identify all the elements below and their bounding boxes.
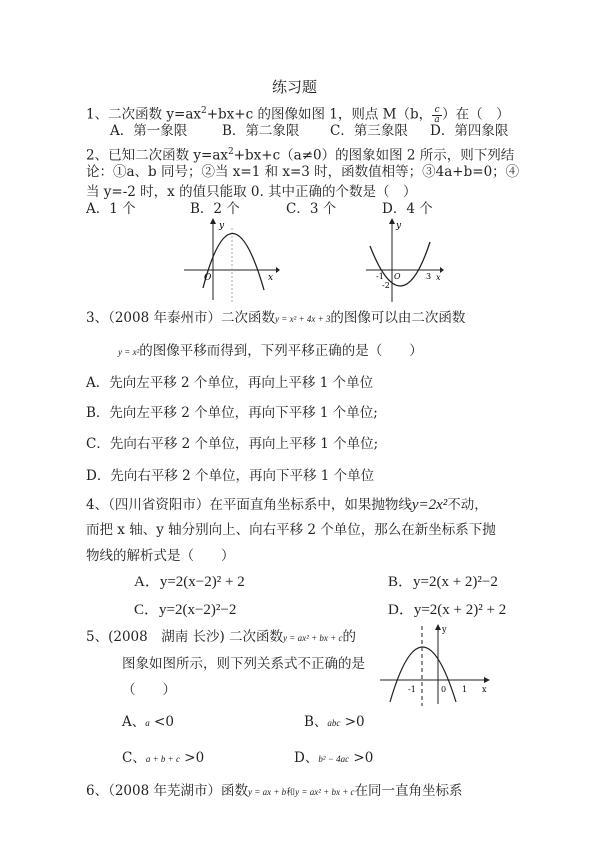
q1-option-c: C．第三象限 bbox=[330, 123, 408, 139]
fig3-x-label: x bbox=[482, 685, 487, 694]
page-title: 练习题 bbox=[272, 78, 318, 96]
q5-option-b: B、abc >0 bbox=[304, 714, 365, 730]
q5-line1: 5、(2008 湖南 长沙) 二次函数y = ax² + bx + c的 bbox=[86, 629, 356, 645]
fig2-x-label: x bbox=[436, 273, 441, 282]
q2-option-d: D．4 个 bbox=[382, 201, 433, 217]
q3-option-d: D．先向右平移 2 个单位，再向下平移 1 个单位 bbox=[86, 468, 375, 484]
q6-line: 6、（2008 年芜湖市）函数y = ax + b和y = ax² + bx + c在同一直角坐标系 bbox=[86, 783, 463, 799]
q5-option-c: C、a + b + c >0 bbox=[122, 750, 205, 766]
q3-formula2: y = x² bbox=[118, 347, 140, 357]
q5-line2: 图象如图所示，则下列关系式不正确的是 bbox=[122, 656, 365, 672]
fig2-3-label: 3 bbox=[426, 272, 432, 281]
q2-option-b: B．2 个 bbox=[190, 201, 240, 217]
q2-option-c: C．3 个 bbox=[286, 201, 337, 217]
q4-option-d: D．y=2(x + 2)² + 2 bbox=[388, 602, 507, 618]
fig2-y-label: y bbox=[396, 221, 402, 231]
fig3-origin-label: 0 bbox=[441, 685, 447, 694]
q4-option-b: B．y=2(x + 2)²−2 bbox=[388, 574, 498, 590]
q1-option-d: D．第四象限 bbox=[430, 123, 509, 139]
q5-line3: （ ） bbox=[122, 682, 176, 698]
q1-frac-num: c bbox=[432, 106, 442, 116]
q4-option-a: A．y=2(x−2)² + 2 bbox=[134, 574, 245, 590]
q2-line3: 当 y=-2 时，x 的值只能取 0. 其中正确的个数是（ ） bbox=[86, 184, 417, 200]
q4-formula: y=2x² bbox=[411, 497, 448, 513]
figure-2-graph bbox=[362, 218, 446, 302]
q4-line2: 而把 x 轴、y 轴分别向上、向右平移 2 个单位，那么在新坐标系下抛 bbox=[86, 522, 496, 538]
fig2-minus2-label: -2 bbox=[382, 281, 390, 290]
q3-option-a: A．先向左平移 2 个单位，再向上平移 1 个单位 bbox=[86, 375, 374, 391]
q3-line2: y = x²的图像平移而得到，下列平移正确的是（ ） bbox=[118, 343, 423, 359]
figure-q5-graph bbox=[378, 622, 494, 706]
q4-option-c: C．y=2(x−2)²−2 bbox=[134, 602, 237, 618]
q5-option-d: D、b² − 4ac >0 bbox=[294, 750, 374, 766]
q2-line2: 论：①a、b 同号；②当 x=1 和 x=3 时，函数值相等；③4a+b=0；④ bbox=[86, 164, 520, 180]
fig2-minus1-label: -1 bbox=[376, 272, 384, 281]
figure-1-graph bbox=[180, 218, 280, 302]
fig1-x-label: x bbox=[268, 273, 274, 283]
fig1-y-label: y bbox=[219, 221, 225, 231]
fig3-y-label: y bbox=[442, 625, 447, 634]
q1-option-b: B．第二象限 bbox=[222, 123, 300, 139]
q2-line1: 2、已知二次函数 $y=ax^2+bx+c(a\ne 0)$的图象如图 2 所示，则下列结 bbox=[86, 147, 515, 164]
q5-option-a: A、a <0 bbox=[122, 714, 174, 730]
q3-line1: 3、（2008 年泰州市）二次函数y = x² + 4x + 3的图像可以由二次函数 bbox=[86, 310, 466, 326]
q4-line3: 物线的解析式是（ ） bbox=[86, 548, 235, 564]
q3-option-c: C．先向右平移 2 个单位，再向上平移 1 个单位; bbox=[86, 436, 379, 452]
q5-formula: y = ax² + bx + c bbox=[283, 633, 343, 643]
q1-option-a: A．第一象限 bbox=[110, 123, 188, 139]
q1-stem: 1、二次函数 $y=ax^2+bx+c$ 的图像如图 1，则点 M（b， $\frac{c}{a}$ ）在（ ） bbox=[86, 104, 510, 125]
fig2-origin-label: O bbox=[394, 272, 401, 281]
fig1-origin-label: O bbox=[204, 273, 212, 283]
fig3-1-label: 1 bbox=[462, 685, 468, 694]
q3-formula1: y = x² + 4x + 3 bbox=[275, 314, 331, 324]
q3-option-b: B．先向左平移 2 个单位，再向下平移 1 个单位; bbox=[86, 405, 378, 421]
fig3-minus1-label: -1 bbox=[408, 685, 416, 694]
q1-frac-den: a bbox=[434, 114, 440, 125]
q2-option-a: A．1 个 bbox=[86, 201, 136, 217]
q4-line1: 4、（四川省资阳市）在平面直角坐标系中，如果抛物线y=2x²不动， bbox=[86, 497, 488, 513]
